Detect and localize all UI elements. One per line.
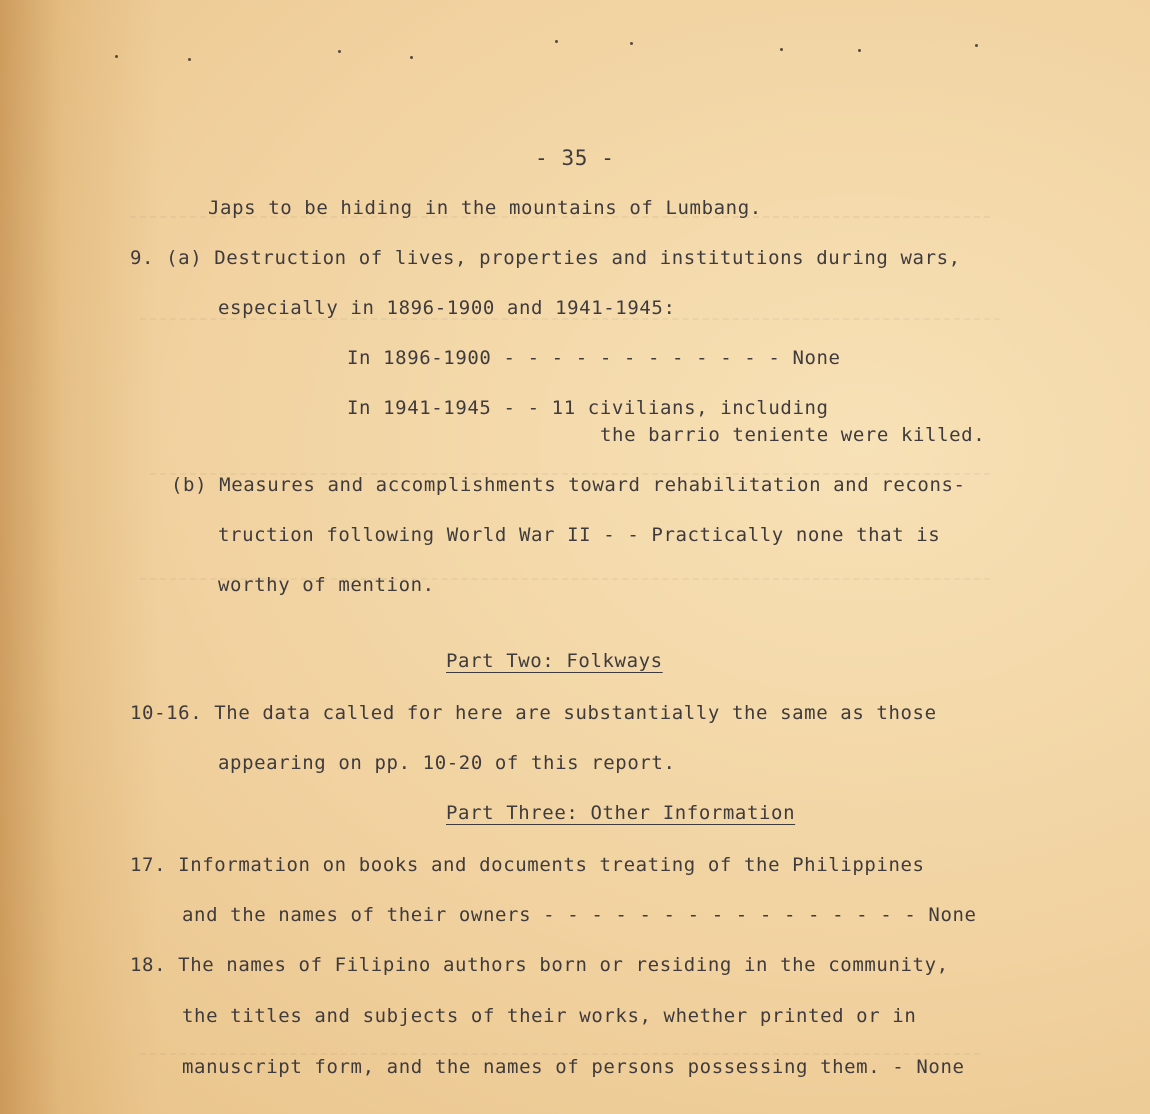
- text-line: the barrio teniente were killed.: [600, 424, 986, 446]
- text-line: worthy of mention.: [218, 574, 435, 596]
- paper-speck: [338, 50, 341, 53]
- text-line: Japs to be hiding in the mountains of Lumbang.: [208, 197, 762, 219]
- paper-speck: [630, 42, 633, 45]
- paper-speck: [555, 40, 558, 43]
- page-number: - 35 -: [535, 146, 615, 170]
- text-line: 10-16. The data called for here are substantially the same as those: [130, 702, 937, 724]
- section-heading: Part Three: Other Information: [446, 802, 796, 824]
- text-line: (b) Measures and accomplishments toward rehabilitation and recons-: [171, 474, 966, 496]
- paper-speck: [188, 58, 191, 61]
- text-line: and the names of their owners - - - - - - - - - - - - - - - - None: [182, 904, 977, 926]
- text-line: truction following World War II - - Practically none that is: [218, 524, 941, 546]
- paper-speck: [858, 49, 861, 52]
- bleed-through-mark: [150, 455, 990, 475]
- text-line: the titles and subjects of their works, whether printed or in: [182, 1005, 917, 1027]
- bleed-through-mark: [140, 1035, 980, 1055]
- text-line: 18. The names of Filipino authors born or residing in the community,: [130, 954, 949, 976]
- text-line: manuscript form, and the names of persons possessing them. - None: [182, 1056, 965, 1078]
- paper-speck: [780, 48, 783, 51]
- text-line: 17. Information on books and documents treating of the Philippines: [130, 854, 925, 876]
- paper-speck: [975, 44, 978, 47]
- text-line: 9. (a) Destruction of lives, properties and institutions during wars,: [130, 247, 961, 269]
- paper-speck: [115, 55, 118, 58]
- text-line: In 1941-1945 - - 11 civilians, including: [347, 397, 829, 419]
- paper-speck: [410, 56, 413, 59]
- text-line: appearing on pp. 10-20 of this report.: [218, 752, 676, 774]
- section-heading: Part Two: Folkways: [446, 650, 663, 672]
- text-line: especially in 1896-1900 and 1941-1945:: [218, 297, 676, 319]
- text-line: In 1896-1900 - - - - - - - - - - - - None: [347, 347, 841, 369]
